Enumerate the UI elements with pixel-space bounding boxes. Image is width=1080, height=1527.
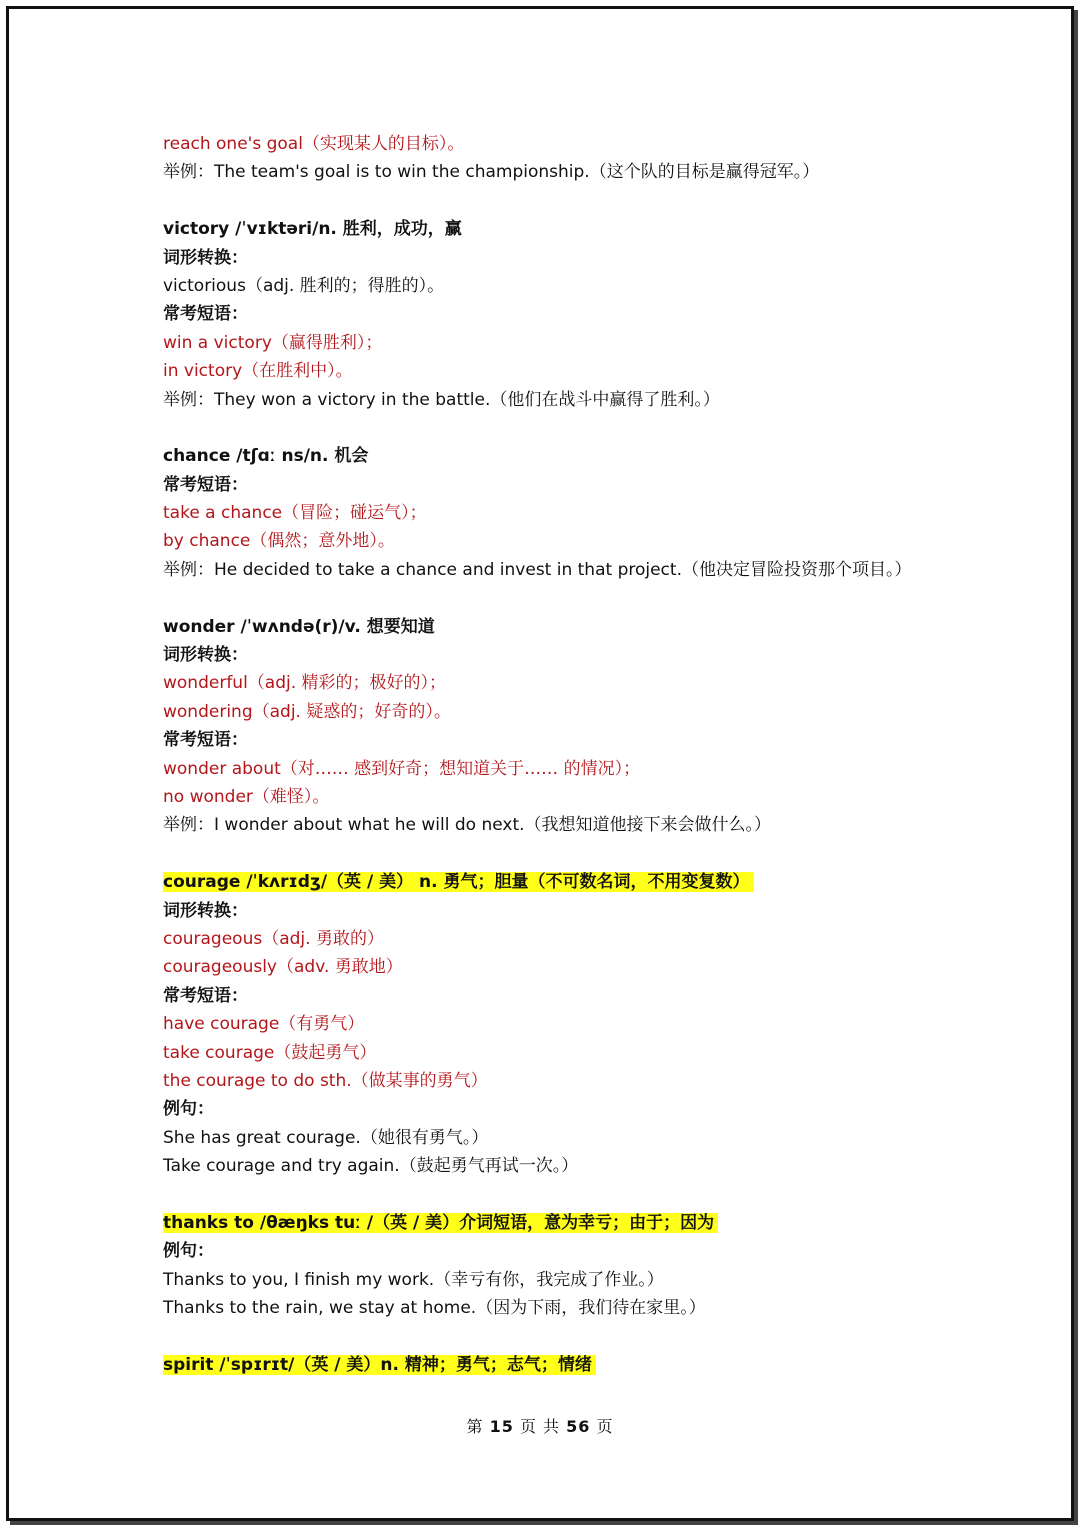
total-page-number: 56 xyxy=(566,1417,591,1436)
blank-line xyxy=(163,187,1023,215)
page-footer xyxy=(0,1414,1080,1437)
phrase-line xyxy=(163,1067,1023,1095)
heading-line xyxy=(163,641,1023,669)
line-text: victorious（adj. 胜利的；得胜的）。 xyxy=(163,275,445,296)
example-line xyxy=(163,1152,1023,1180)
line-text: 举例：The team's goal is to win the championship.（这个队的目标是赢得冠军。） xyxy=(163,162,820,183)
line-text: Take courage and try again.（鼓起勇气再试一次。） xyxy=(163,1156,579,1177)
heading-line xyxy=(163,244,1023,272)
line-text: courageous（adj. 勇敢的） xyxy=(163,928,384,949)
line-text: take a chance（冒险；碰运气）； xyxy=(163,503,427,524)
blank-line xyxy=(163,414,1023,442)
footer-middle: 页 共 xyxy=(519,1417,561,1436)
example-line xyxy=(163,158,1023,186)
line-text: 举例：I wonder about what he will do next.（我想知道他接下来会做什么。） xyxy=(163,815,772,836)
highlighted-entry-line xyxy=(163,868,1023,896)
phrase-line xyxy=(163,527,1023,555)
line-text: 常考短语： xyxy=(163,985,248,1006)
heading-line xyxy=(163,982,1023,1010)
phrase-line xyxy=(163,1039,1023,1067)
heading-line xyxy=(163,1095,1023,1123)
line-text: chance /tʃɑː ns/n. 机会 xyxy=(163,446,369,467)
line-text: take courage（鼓起勇气） xyxy=(163,1042,377,1063)
highlighted-entry-line xyxy=(163,1351,1023,1379)
heading-line xyxy=(163,300,1023,328)
line-text: no wonder（难怪）。 xyxy=(163,786,330,807)
line-text: by chance（偶然；意外地）。 xyxy=(163,531,395,552)
heading-line xyxy=(163,471,1023,499)
line-text: 举例：They won a victory in the battle.（他们在战斗中赢得了胜利。） xyxy=(163,389,720,410)
line-text: the courage to do sth.（做某事的勇气） xyxy=(163,1070,488,1091)
phrase-line xyxy=(163,783,1023,811)
line-text: 举例：He decided to take a chance and invest in that project.（他决定冒险投资那个项目。） xyxy=(163,559,912,580)
current-page-number: 15 xyxy=(489,1417,514,1436)
line-text: victory /ˈvɪktəri/n. 胜利，成功，赢 xyxy=(163,219,462,240)
highlighted-entry-line xyxy=(163,1209,1023,1237)
blank-line xyxy=(163,584,1023,612)
line-text: She has great courage.（她很有勇气。） xyxy=(163,1127,489,1148)
blank-line xyxy=(163,840,1023,868)
heading-line xyxy=(163,613,1023,641)
heading-line xyxy=(163,726,1023,754)
phrase-line xyxy=(163,1010,1023,1038)
blank-line xyxy=(163,1180,1023,1208)
heading-line xyxy=(163,1237,1023,1265)
line-text: have courage（有勇气） xyxy=(163,1014,365,1035)
line-text: wonder /ˈwʌndə(r)/v. 想要知道 xyxy=(163,616,435,637)
line-text: courageously（adv. 勇敢地） xyxy=(163,957,403,978)
line-text: Thanks to the rain, we stay at home.（因为下雨，我们待在家里。） xyxy=(163,1298,706,1319)
line-text: 常考短语： xyxy=(163,474,248,495)
example-line xyxy=(163,386,1023,414)
phrase-line xyxy=(163,755,1023,783)
phrase-line xyxy=(163,130,1023,158)
line-text: spirit /ˈspɪrɪt/（英 / 美）n. 精神；勇气；志气；情绪 xyxy=(163,1355,596,1375)
example-line xyxy=(163,811,1023,839)
footer-suffix: 页 xyxy=(596,1417,614,1436)
phrase-line xyxy=(163,669,1023,697)
line-text: 常考短语： xyxy=(163,730,248,751)
line-text: 例句： xyxy=(163,1241,214,1262)
line-text: in victory（在胜利中）。 xyxy=(163,361,353,382)
vocabulary-content xyxy=(163,130,1023,1379)
line-text: wonderful（adj. 精彩的；极好的）； xyxy=(163,673,447,694)
line-text: wonder about（对…… 感到好奇；想知道关于…… 的情况）； xyxy=(163,758,641,779)
example-line xyxy=(163,1294,1023,1322)
line-text: 词形转换： xyxy=(163,645,248,666)
footer-prefix: 第 xyxy=(466,1417,484,1436)
line-text: courage /ˈkʌrɪdʒ/（英 / 美） n. 勇气；胆量（不可数名词，不用变复数） xyxy=(163,872,754,892)
line-text: win a victory（赢得胜利）； xyxy=(163,332,383,353)
phrase-line xyxy=(163,953,1023,981)
phrase-line xyxy=(163,698,1023,726)
line-text: 例句： xyxy=(163,1099,214,1120)
line-text: wondering（adj. 疑惑的；好奇的）。 xyxy=(163,701,451,722)
line-text: 词形转换： xyxy=(163,900,248,921)
heading-line xyxy=(163,215,1023,243)
line-text: reach one's goal（实现某人的目标）。 xyxy=(163,134,465,154)
phrase-line xyxy=(163,329,1023,357)
example-line xyxy=(163,556,1023,584)
phrase-line xyxy=(163,499,1023,527)
example-line xyxy=(163,1266,1023,1294)
line-text: 词形转换： xyxy=(163,247,248,268)
line-text: Thanks to you, I finish my work.（幸亏有你，我完成了作业。） xyxy=(163,1269,664,1290)
phrase-line xyxy=(163,357,1023,385)
heading-line xyxy=(163,897,1023,925)
blank-line xyxy=(163,1322,1023,1350)
example-line xyxy=(163,1124,1023,1152)
phrase-line xyxy=(163,925,1023,953)
heading-line xyxy=(163,442,1023,470)
example-line xyxy=(163,272,1023,300)
line-text: thanks to /θæŋks tuː /（英 / 美）介词短语，意为幸亏；由于；因为 xyxy=(163,1213,718,1233)
line-text: 常考短语： xyxy=(163,304,248,325)
